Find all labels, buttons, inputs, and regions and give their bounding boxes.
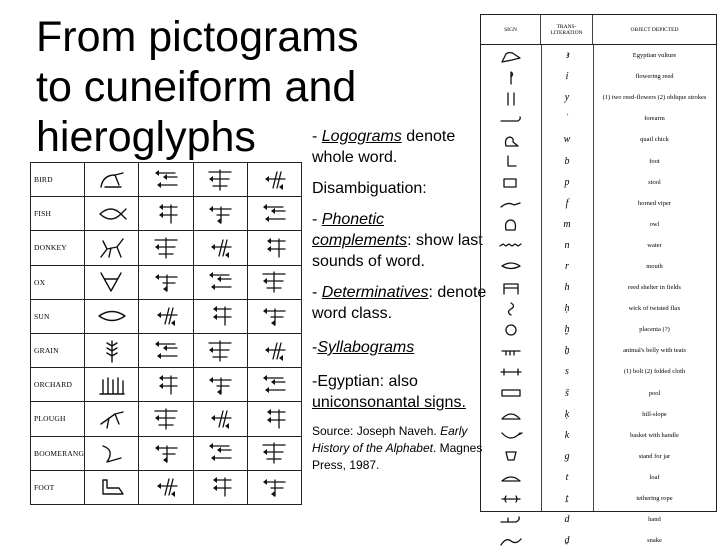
cuneiform-glyph [139,197,193,231]
hieroglyph-row [481,277,716,298]
cuneiform-row-label: FISH [31,197,85,231]
object-depicted: placenta (?) [639,326,670,334]
cuneiform-glyph [193,197,247,231]
pictogram-glyph [85,231,139,265]
object-depicted: flowering reed [635,73,674,81]
hieroglyph-sign-icon [481,111,541,127]
object-depicted: water [647,241,662,249]
cuneiform-row-label: SUN [31,299,85,333]
transliteration: ḫ [564,324,570,336]
transliteration: s [565,366,569,378]
cuneiform-glyph [247,231,301,265]
cuneiform-row-label: BIRD [31,163,85,197]
transliteration: š [565,387,569,399]
hieroglyph-sign-icon [481,69,541,85]
cuneiform-glyph [193,402,247,436]
object-depicted: forearm [644,115,665,123]
determinatives-term: Determinatives [321,284,429,301]
cuneiform-row [31,402,302,436]
object-depicted: snake [647,537,662,545]
pictogram-glyph [85,436,139,470]
cuneiform-glyph [193,333,247,367]
uniconsonantal-term: uniconsonantal signs. [312,394,466,411]
cuneiform-row [31,265,302,299]
hieroglyph-row [481,87,716,108]
transliteration: ỉ [565,71,569,83]
source-book-title: Early History of the Alphabet [312,424,468,455]
hieroglyph-sign-icon [481,280,541,296]
object-depicted: animal's belly with teats [623,347,686,355]
hieroglyph-sign-icon [481,153,541,169]
cuneiform-glyph [139,402,193,436]
cuneiform-glyph [247,470,301,504]
hieroglyph-row [481,340,716,361]
pictogram-glyph [85,368,139,402]
slide-title [36,12,359,162]
header-transliteration: TRANS-LITERATION [541,15,593,44]
transliteration: ʿ [565,113,569,125]
hieroglyph-row [481,509,716,530]
cuneiform-glyph [193,436,247,470]
hieroglyph-sign-icon [481,385,541,401]
hieroglyph-sign-icon [481,195,541,211]
hieroglyph-row [481,319,716,340]
hieroglyph-sign-icon [481,301,541,317]
cuneiform-glyph [247,368,301,402]
hieroglyph-row [481,256,716,277]
cuneiform-glyph [139,299,193,333]
cuneiform-glyph [193,265,247,299]
cuneiform-row [31,299,302,333]
title-line-2: to cuneiform and [36,63,357,111]
cuneiform-glyph [247,197,301,231]
transliteration: ḏ [564,535,570,547]
hieroglyph-row [481,404,716,425]
object-depicted: Egyptian vulture [632,52,677,60]
hieroglyph-sign-icon [481,364,541,380]
cuneiform-glyph [139,368,193,402]
hieroglyph-row [481,383,716,404]
transliteration: ḥ [564,303,570,315]
cuneiform-glyph [193,368,247,402]
hieroglyph-table-header [481,15,716,45]
hieroglyph-row [481,193,716,214]
phonetic-note: - Phonetic complements: show last sounds of word. [312,211,483,270]
cuneiform-glyph [193,163,247,197]
transliteration: m [563,218,571,230]
hieroglyph-sign-icon [481,258,541,274]
header-object: OBJECT DEPICTED [630,26,679,33]
hieroglyph-row [481,361,716,382]
cuneiform-row [31,197,302,231]
hieroglyph-sign-icon [481,322,541,338]
transliteration: k [564,429,570,441]
transliteration: n [564,239,570,251]
logograms-term: Logograms [321,128,402,145]
cuneiform-glyph [139,436,193,470]
hieroglyph-sign-icon [481,448,541,464]
object-depicted: hand [648,516,661,524]
cuneiform-glyph [247,299,301,333]
hieroglyph-sign-icon [481,48,541,64]
cuneiform-glyph [247,333,301,367]
hieroglyph-row [481,235,716,256]
cuneiform-row-label: DONKEY [31,231,85,265]
object-depicted: tethering rope [636,495,673,503]
cuneiform-row-label: GRAIN [31,333,85,367]
object-depicted: wick of twisted flax [628,305,681,313]
object-depicted: basket with handle [630,431,679,439]
hieroglyph-sign-icon [481,533,541,549]
cuneiform-glyph [193,470,247,504]
cuneiform-row [31,368,302,402]
cuneiform-row [31,333,302,367]
hieroglyph-row [481,530,716,551]
hieroglyph-row [481,446,716,467]
cuneiform-glyph [247,402,301,436]
object-depicted: stool [648,178,661,186]
pictogram-glyph [85,197,139,231]
transliteration: ẖ [564,345,570,357]
hieroglyph-row [481,214,716,235]
hieroglyph-sign-icon [481,216,541,232]
cuneiform-row [31,231,302,265]
pictogram-glyph [85,333,139,367]
pictogram-glyph [85,163,139,197]
hieroglyph-row [481,425,716,446]
hieroglyph-sign-icon [481,469,541,485]
cuneiform-table [30,162,302,505]
object-depicted: foot [649,157,660,165]
hieroglyph-sign-icon [481,237,541,253]
transliteration: r [565,260,569,272]
transliteration: h [564,282,570,294]
object-depicted: owl [649,220,660,228]
pictogram-glyph [85,265,139,299]
cuneiform-glyph [139,470,193,504]
transliteration: t [565,471,569,483]
transliteration: g [564,450,570,462]
hieroglyph-row [481,172,716,193]
cuneiform-row-label: BOOMERANG [31,436,85,470]
transliteration: y [564,92,570,104]
cuneiform-glyph [193,299,247,333]
transliteration: ꜣ [565,50,569,62]
transliteration: ḳ [564,408,570,420]
hieroglyph-row [481,66,716,87]
cuneiform-row [31,436,302,470]
object-depicted: (1) two reed-flowers (2) oblique strokes [602,94,707,102]
object-depicted: stand for jar [638,452,671,460]
cuneiform-row-label: ORCHARD [31,368,85,402]
hieroglyph-row [481,108,716,129]
transliteration: b [564,155,570,167]
phonetic-term: Phonetic complements [312,211,408,249]
hieroglyph-sign-icon [481,174,541,190]
hieroglyph-row [481,467,716,488]
transliteration: p [564,176,570,188]
hieroglyph-table-body [481,45,716,547]
header-sign: SIGN [481,15,541,44]
cuneiform-glyph [247,436,301,470]
hieroglyph-sign-icon [481,427,541,443]
hieroglyph-sign-icon [481,343,541,359]
hieroglyph-row [481,298,716,319]
hieroglyph-sign-icon [481,90,541,106]
explanation-text [312,126,487,474]
syllabograms-note: -Syllabograms [312,339,415,356]
pictogram-glyph [85,470,139,504]
object-depicted: loaf [649,473,660,481]
object-depicted: horned viper [637,199,672,207]
object-depicted: quail chick [640,136,669,144]
hieroglyph-row [481,45,716,66]
cuneiform-row [31,470,302,504]
pictogram-glyph [85,402,139,436]
transliteration: d [564,514,570,526]
cuneiform-glyph [139,231,193,265]
object-depicted: mouth [646,262,663,270]
transliteration: f [565,197,569,209]
pictogram-glyph [85,299,139,333]
object-depicted: reed shelter in fields [628,284,681,292]
cuneiform-glyph [193,231,247,265]
cuneiform-row-label: PLOUGH [31,402,85,436]
determinatives-note: - Determinatives: denote word class. [312,284,487,322]
syllabograms-term: Syllabograms [317,339,415,356]
object-depicted: (1) bolt (2) folded cloth [623,368,686,376]
title-line-1: From pictograms [36,13,359,61]
cuneiform-glyph [247,265,301,299]
cuneiform-glyph [139,333,193,367]
transliteration: ṯ [565,493,569,505]
disambiguation-heading: Disambiguation: [312,180,427,197]
source-citation: Source: Joseph Naveh. Early History of the Alphabet. Magnes Press, 1987. [312,424,483,472]
object-depicted: hill-slope [642,410,667,418]
hieroglyph-row [481,488,716,509]
cuneiform-row [31,163,302,197]
hieroglyph-sign-icon [481,406,541,422]
title-line-3: hieroglyphs [36,113,256,161]
hieroglyph-sign-icon [481,512,541,528]
logograms-note: - Logograms denote whole word. [312,128,456,166]
hieroglyph-sign-icon [481,132,541,148]
cuneiform-row-label: FOOT [31,470,85,504]
cuneiform-row-label: OX [31,265,85,299]
object-depicted: pool [648,389,661,397]
hieroglyph-sign-icon [481,491,541,507]
cuneiform-glyph [139,163,193,197]
transliteration: w [563,134,571,146]
hieroglyph-row [481,150,716,171]
cuneiform-glyph [247,163,301,197]
egyptian-note: -Egyptian: also uniconsonantal signs. [312,373,466,411]
cuneiform-glyph [139,265,193,299]
hieroglyph-table [480,14,717,547]
hieroglyph-row [481,129,716,150]
